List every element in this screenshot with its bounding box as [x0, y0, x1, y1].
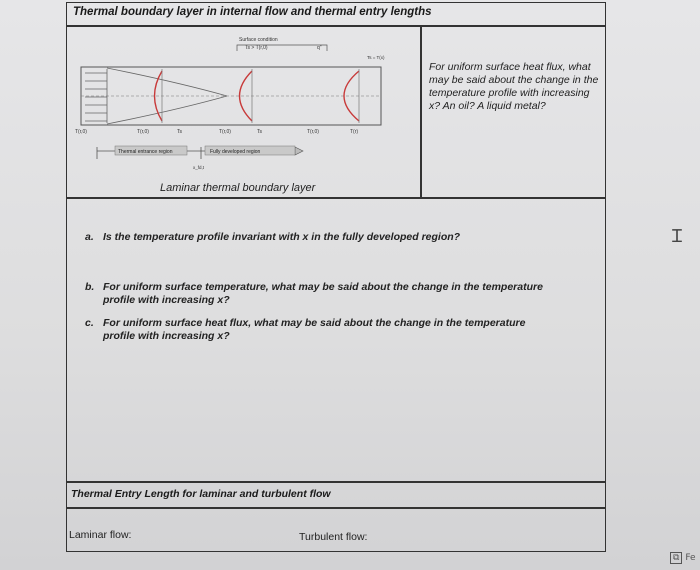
figure-caption: Laminar thermal boundary layer: [160, 182, 316, 194]
thermal-boundary-figure: [67, 27, 422, 199]
page-title: Thermal boundary layer in internal flow and thermal entry lengths: [73, 6, 432, 18]
thermal-bl-bottom: [107, 96, 227, 124]
x-fd-label: x_fd,t: [193, 165, 205, 170]
side-question-cell: [421, 26, 606, 198]
question-b-label: b.: [85, 281, 95, 293]
t-label-1: T(r,0): [75, 129, 87, 135]
t-label-3: T(r,0): [219, 129, 231, 135]
turbulent-flow-label: Turbulent flow:: [299, 531, 368, 543]
title-cell: [66, 2, 606, 26]
text-cursor-icon: Ɪ: [672, 226, 683, 247]
entry-length-cell: [66, 482, 606, 508]
question-b-text-2: profile with increasing x?: [103, 294, 230, 306]
developed-region-label: Fully developed region: [210, 149, 261, 155]
entrance-region-label: Thermal entrance region: [118, 149, 173, 155]
entry-length-heading: Thermal Entry Length for laminar and turbulent flow: [71, 488, 331, 500]
developed-arrow-head: [295, 147, 303, 155]
ts-condition-label: Ts > T(r,0): [245, 45, 268, 51]
t-label-2: T(r,0): [137, 129, 149, 135]
questions-cell: [66, 198, 606, 482]
question-c-text-2: profile with increasing x?: [103, 330, 230, 342]
flow-cell: [66, 508, 606, 552]
t-label-4: T(r,0): [307, 129, 319, 135]
ts-small-1: Ts: [177, 129, 182, 135]
question-c-label: c.: [85, 317, 94, 329]
question-c-text-1: For uniform surface heat flux, what may be said about the change in the temperature: [103, 317, 526, 329]
question-a-label: a.: [85, 231, 94, 243]
question-c: [85, 317, 525, 343]
side-question-text: For uniform surface heat flux, what may be said about the change in the temperature profile with increasing x? An oil? A liquid metal?: [429, 61, 599, 112]
figure-cell: [66, 26, 421, 198]
t-label-5: T(r): [350, 129, 359, 135]
question-a-text: Is the temperature profile invariant with x in the fully developed region?: [103, 231, 461, 243]
question-b: [85, 281, 543, 307]
laminar-flow-label: Laminar flow:: [69, 529, 132, 541]
surface-condition-label: Surface condition: [239, 37, 278, 43]
ts-small-2: Ts: [257, 129, 262, 135]
corner-text: Fe: [685, 553, 696, 563]
ts-equation: Ts = T(x): [367, 55, 385, 60]
thermal-bl-top: [107, 68, 227, 96]
heat-flux-label: q": [317, 45, 322, 51]
question-b-text-1: For uniform surface temperature, what may be said about the change in the temperature: [103, 281, 543, 293]
question-a: [85, 231, 460, 244]
screenshot-icon[interactable]: ⧉ Fe: [670, 553, 700, 570]
